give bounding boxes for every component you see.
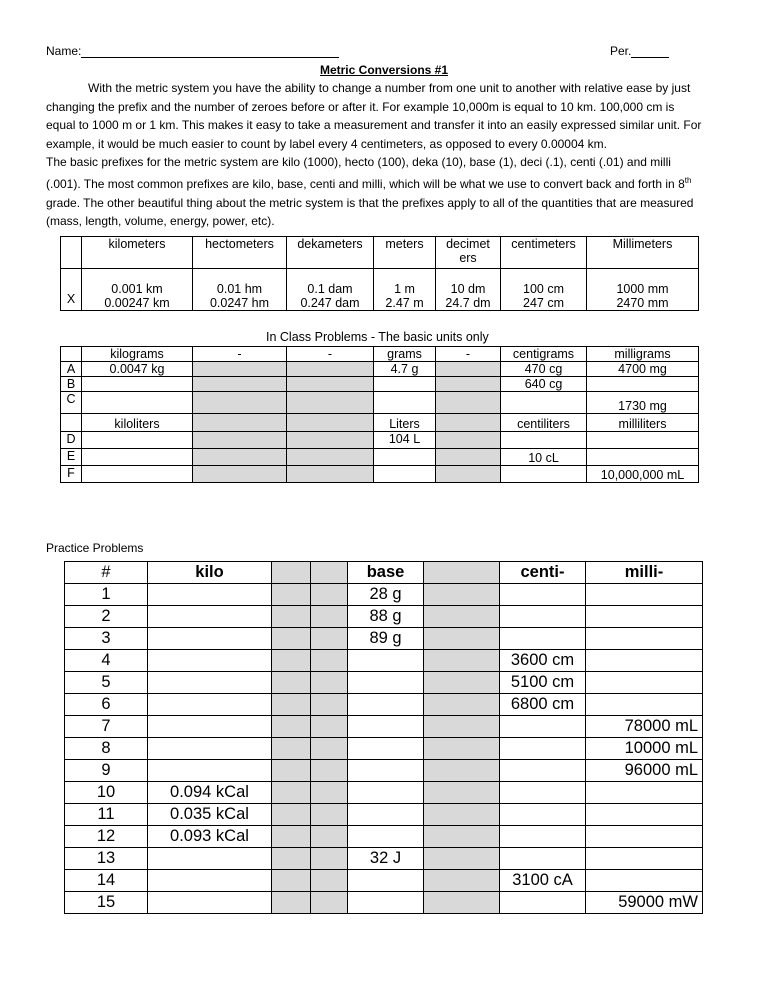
shaded-cell[interactable] <box>424 584 500 606</box>
shaded-cell[interactable] <box>424 694 500 716</box>
milli-cell[interactable]: 96000 mL <box>586 760 703 782</box>
shaded-cell[interactable] <box>311 826 348 848</box>
table-header-row <box>65 562 703 584</box>
kilo-cell[interactable] <box>148 628 272 650</box>
shaded-cell[interactable] <box>311 672 348 694</box>
row-number: 6 <box>65 694 148 716</box>
base-cell[interactable]: 32 J <box>348 848 424 870</box>
table-row <box>61 414 699 432</box>
table-cell: 100 cm 247 cm <box>501 269 587 311</box>
row-number: 12 <box>65 826 148 848</box>
header-number: # <box>65 562 148 584</box>
header-dash: - <box>193 347 287 362</box>
centi-cell[interactable]: 6800 cm <box>500 694 586 716</box>
shaded-cell[interactable] <box>424 848 500 870</box>
shaded-cell[interactable] <box>272 606 311 628</box>
header-milliliters: milliliters <box>587 414 699 432</box>
base-cell[interactable] <box>348 760 424 782</box>
page-title: Metric Conversions #1 <box>319 63 449 77</box>
centi-cell[interactable]: 5100 cm <box>500 672 586 694</box>
table-row <box>65 782 703 804</box>
table-row <box>65 694 703 716</box>
in-class-title: In Class Problems - The basic units only <box>266 330 489 344</box>
header-liters: Liters <box>374 414 436 432</box>
intro-paragraph-2: The basic prefixes for the metric system are kilo (1000), hecto (100), deka (10), base (1), deci (.1), centi (.01) and milli (.001). The most common prefixes are kilo, base, centi and milli, which will be what we use to convert back and forth in 8th grade. The other beautiful thing about the metric system is that the prefixes apply to all of the quantities that are measured (mass, length, volume, energy, power, etc). <box>46 155 694 229</box>
header-milligrams: milligrams <box>587 347 699 362</box>
header-grams: grams <box>374 347 436 362</box>
centi-cell[interactable] <box>500 606 586 628</box>
centi-cell[interactable] <box>500 716 586 738</box>
period-label: Per. <box>610 44 632 58</box>
length-conversion-table <box>60 236 699 311</box>
table-cell: 1 m 2.47 m <box>374 269 436 311</box>
kilo-cell[interactable] <box>148 694 272 716</box>
shaded-cell[interactable] <box>424 826 500 848</box>
kilo-cell[interactable] <box>148 870 272 892</box>
header-dash: - <box>287 347 374 362</box>
header-hectometers: hectometers <box>193 237 287 269</box>
header-millimeters: Millimeters <box>587 237 699 269</box>
kilo-cell[interactable] <box>148 848 272 870</box>
period-blank[interactable] <box>631 45 669 58</box>
milli-cell[interactable] <box>586 804 703 826</box>
milli-cell[interactable] <box>586 628 703 650</box>
shaded-cell[interactable] <box>272 892 311 914</box>
milli-cell[interactable] <box>586 870 703 892</box>
header-centi: centi- <box>500 562 586 584</box>
header-base: base <box>348 562 424 584</box>
shaded-cell[interactable] <box>272 694 311 716</box>
shaded-cell[interactable] <box>311 694 348 716</box>
header-milli: milli- <box>586 562 703 584</box>
milli-cell[interactable]: 59000 mW <box>586 892 703 914</box>
base-cell[interactable] <box>348 672 424 694</box>
table-row: E 10 cL <box>61 449 699 466</box>
row-number: 9 <box>65 760 148 782</box>
shaded-cell[interactable] <box>311 848 348 870</box>
row-number: 4 <box>65 650 148 672</box>
table-cell: 0.01 hm 0.0247 hm <box>193 269 287 311</box>
centi-cell[interactable] <box>500 628 586 650</box>
shaded-cell[interactable] <box>424 760 500 782</box>
row-number: 11 <box>65 804 148 826</box>
centi-cell[interactable]: 3600 cm <box>500 650 586 672</box>
header-dash: - <box>436 347 501 362</box>
shaded-cell[interactable] <box>311 606 348 628</box>
base-cell[interactable] <box>348 826 424 848</box>
row-number: 5 <box>65 672 148 694</box>
table-cell: 0.001 km 0.00247 km <box>82 269 193 311</box>
table-row <box>65 628 703 650</box>
table-cell: 10 dm 24.7 dm <box>436 269 501 311</box>
shaded-cell[interactable] <box>424 782 500 804</box>
row-number: 15 <box>65 892 148 914</box>
table-row <box>65 826 703 848</box>
milli-cell[interactable]: 78000 mL <box>586 716 703 738</box>
centi-cell[interactable] <box>500 782 586 804</box>
base-cell[interactable] <box>348 738 424 760</box>
milli-cell[interactable] <box>586 782 703 804</box>
name-label: Name: <box>46 44 82 58</box>
shaded-cell[interactable] <box>311 804 348 826</box>
shaded-cell[interactable] <box>272 760 311 782</box>
table-row <box>61 347 699 362</box>
shaded-cell[interactable] <box>272 716 311 738</box>
base-cell[interactable]: 89 g <box>348 628 424 650</box>
table-row: B 640 cg <box>61 377 699 392</box>
header-centiliters: centiliters <box>501 414 587 432</box>
header-decimeters: decimet ers <box>436 237 501 269</box>
shaded-cell[interactable] <box>311 870 348 892</box>
table-row <box>61 237 699 269</box>
base-cell[interactable] <box>348 870 424 892</box>
row-label: X <box>61 269 82 311</box>
kilo-cell[interactable]: 0.035 kCal <box>148 804 272 826</box>
centi-cell[interactable]: 3100 cA <box>500 870 586 892</box>
centi-cell[interactable] <box>500 804 586 826</box>
milli-cell[interactable]: 10000 mL <box>586 738 703 760</box>
shaded-cell[interactable] <box>272 804 311 826</box>
header-kilo: kilo <box>148 562 272 584</box>
row-number: 2 <box>65 606 148 628</box>
shaded-cell[interactable] <box>424 650 500 672</box>
shaded-cell[interactable] <box>272 628 311 650</box>
shaded-cell[interactable] <box>311 738 348 760</box>
milli-cell[interactable] <box>586 694 703 716</box>
table-row <box>65 848 703 870</box>
header-kilometers: kilometers <box>82 237 193 269</box>
shaded-cell[interactable] <box>272 782 311 804</box>
row-number: 14 <box>65 870 148 892</box>
row-number: 7 <box>65 716 148 738</box>
table-row <box>65 738 703 760</box>
base-cell[interactable] <box>348 694 424 716</box>
kilo-cell[interactable]: 0.094 kCal <box>148 782 272 804</box>
milli-cell[interactable] <box>586 672 703 694</box>
header-centigrams: centigrams <box>501 347 587 362</box>
kilo-cell[interactable] <box>148 606 272 628</box>
table-row <box>61 269 699 311</box>
row-number: 1 <box>65 584 148 606</box>
row-number: 13 <box>65 848 148 870</box>
milli-cell[interactable] <box>586 650 703 672</box>
centi-cell[interactable] <box>500 826 586 848</box>
shaded-cell[interactable] <box>311 584 348 606</box>
table-row: D 104 L <box>61 432 699 449</box>
shaded-cell[interactable] <box>272 870 311 892</box>
shaded-cell[interactable] <box>424 804 500 826</box>
base-cell[interactable]: 28 g <box>348 584 424 606</box>
table-row: A 0.0047 kg 4.7 g 470 cg 4700 mg <box>61 362 699 377</box>
shaded-cell[interactable] <box>311 782 348 804</box>
base-cell[interactable] <box>348 892 424 914</box>
row-number: 3 <box>65 628 148 650</box>
table-row <box>65 716 703 738</box>
base-cell[interactable] <box>348 804 424 826</box>
table-row <box>65 650 703 672</box>
base-cell[interactable] <box>348 650 424 672</box>
period-line <box>610 44 669 58</box>
kilo-cell[interactable] <box>148 760 272 782</box>
centi-cell[interactable] <box>500 892 586 914</box>
row-number: 10 <box>65 782 148 804</box>
table-row <box>65 606 703 628</box>
shaded-cell[interactable] <box>311 716 348 738</box>
kilo-cell[interactable] <box>148 650 272 672</box>
shaded-cell[interactable] <box>424 716 500 738</box>
practice-title: Practice Problems <box>46 541 144 555</box>
table-row: F 10,000,000 mL <box>61 466 699 483</box>
table-row: C 1730 mg <box>61 392 699 414</box>
kilo-cell[interactable] <box>148 672 272 694</box>
shaded-cell[interactable] <box>311 650 348 672</box>
shaded-cell[interactable] <box>424 606 500 628</box>
shaded-cell[interactable] <box>311 628 348 650</box>
shaded-cell[interactable] <box>424 870 500 892</box>
name-line <box>46 44 339 58</box>
centi-cell[interactable] <box>500 738 586 760</box>
intro-paragraph-1: With the metric system you have the ability to change a number from one unit to another with relative ease by just changing the prefix and the number of zeroes before or after it. For example 10,000m is equal to 10 km. 100,000 cm is equal to 1000 m or 1 km. This makes it easy to take a measurement and transfer it into an easily expressed similar unit. For example, it would be much easier to count by label every 4 centimeters, as opposed to every 0.00004 km. <box>46 81 702 151</box>
row-number: 8 <box>65 738 148 760</box>
kilo-cell[interactable] <box>148 892 272 914</box>
shaded-cell[interactable] <box>424 672 500 694</box>
shaded-cell[interactable] <box>424 738 500 760</box>
shaded-cell[interactable] <box>311 760 348 782</box>
in-class-table <box>60 346 699 483</box>
centi-cell[interactable] <box>500 584 586 606</box>
milli-cell[interactable] <box>586 826 703 848</box>
milli-cell[interactable] <box>586 606 703 628</box>
shaded-cell[interactable] <box>272 826 311 848</box>
centi-cell[interactable] <box>500 848 586 870</box>
header-kilograms: kilograms <box>82 347 193 362</box>
table-cell: 0.1 dam 0.247 dam <box>287 269 374 311</box>
kilo-cell[interactable] <box>148 584 272 606</box>
header-centimeters: centimeters <box>501 237 587 269</box>
base-cell[interactable] <box>348 716 424 738</box>
shaded-cell[interactable] <box>272 584 311 606</box>
table-row <box>65 760 703 782</box>
shaded-cell[interactable] <box>311 892 348 914</box>
table-row <box>65 892 703 914</box>
table-row <box>65 870 703 892</box>
shaded-cell[interactable] <box>272 650 311 672</box>
shaded-cell[interactable] <box>272 848 311 870</box>
base-cell[interactable]: 88 g <box>348 606 424 628</box>
base-cell[interactable] <box>348 782 424 804</box>
kilo-cell[interactable] <box>148 738 272 760</box>
table-row <box>65 672 703 694</box>
kilo-cell[interactable] <box>148 716 272 738</box>
shaded-cell[interactable] <box>424 628 500 650</box>
milli-cell[interactable] <box>586 848 703 870</box>
table-row <box>65 584 703 606</box>
shaded-cell[interactable] <box>272 672 311 694</box>
table-cell: 1000 mm 2470 mm <box>587 269 699 311</box>
centi-cell[interactable] <box>500 760 586 782</box>
header-dekameters: dekameters <box>287 237 374 269</box>
practice-table <box>64 561 703 914</box>
shaded-cell[interactable] <box>272 738 311 760</box>
shaded-cell[interactable] <box>424 892 500 914</box>
header-meters: meters <box>374 237 436 269</box>
header-kiloliters: kiloliters <box>82 414 193 432</box>
table-row <box>65 804 703 826</box>
kilo-cell[interactable]: 0.093 kCal <box>148 826 272 848</box>
milli-cell[interactable] <box>586 584 703 606</box>
intro-text <box>46 79 706 231</box>
name-blank[interactable] <box>81 45 339 58</box>
